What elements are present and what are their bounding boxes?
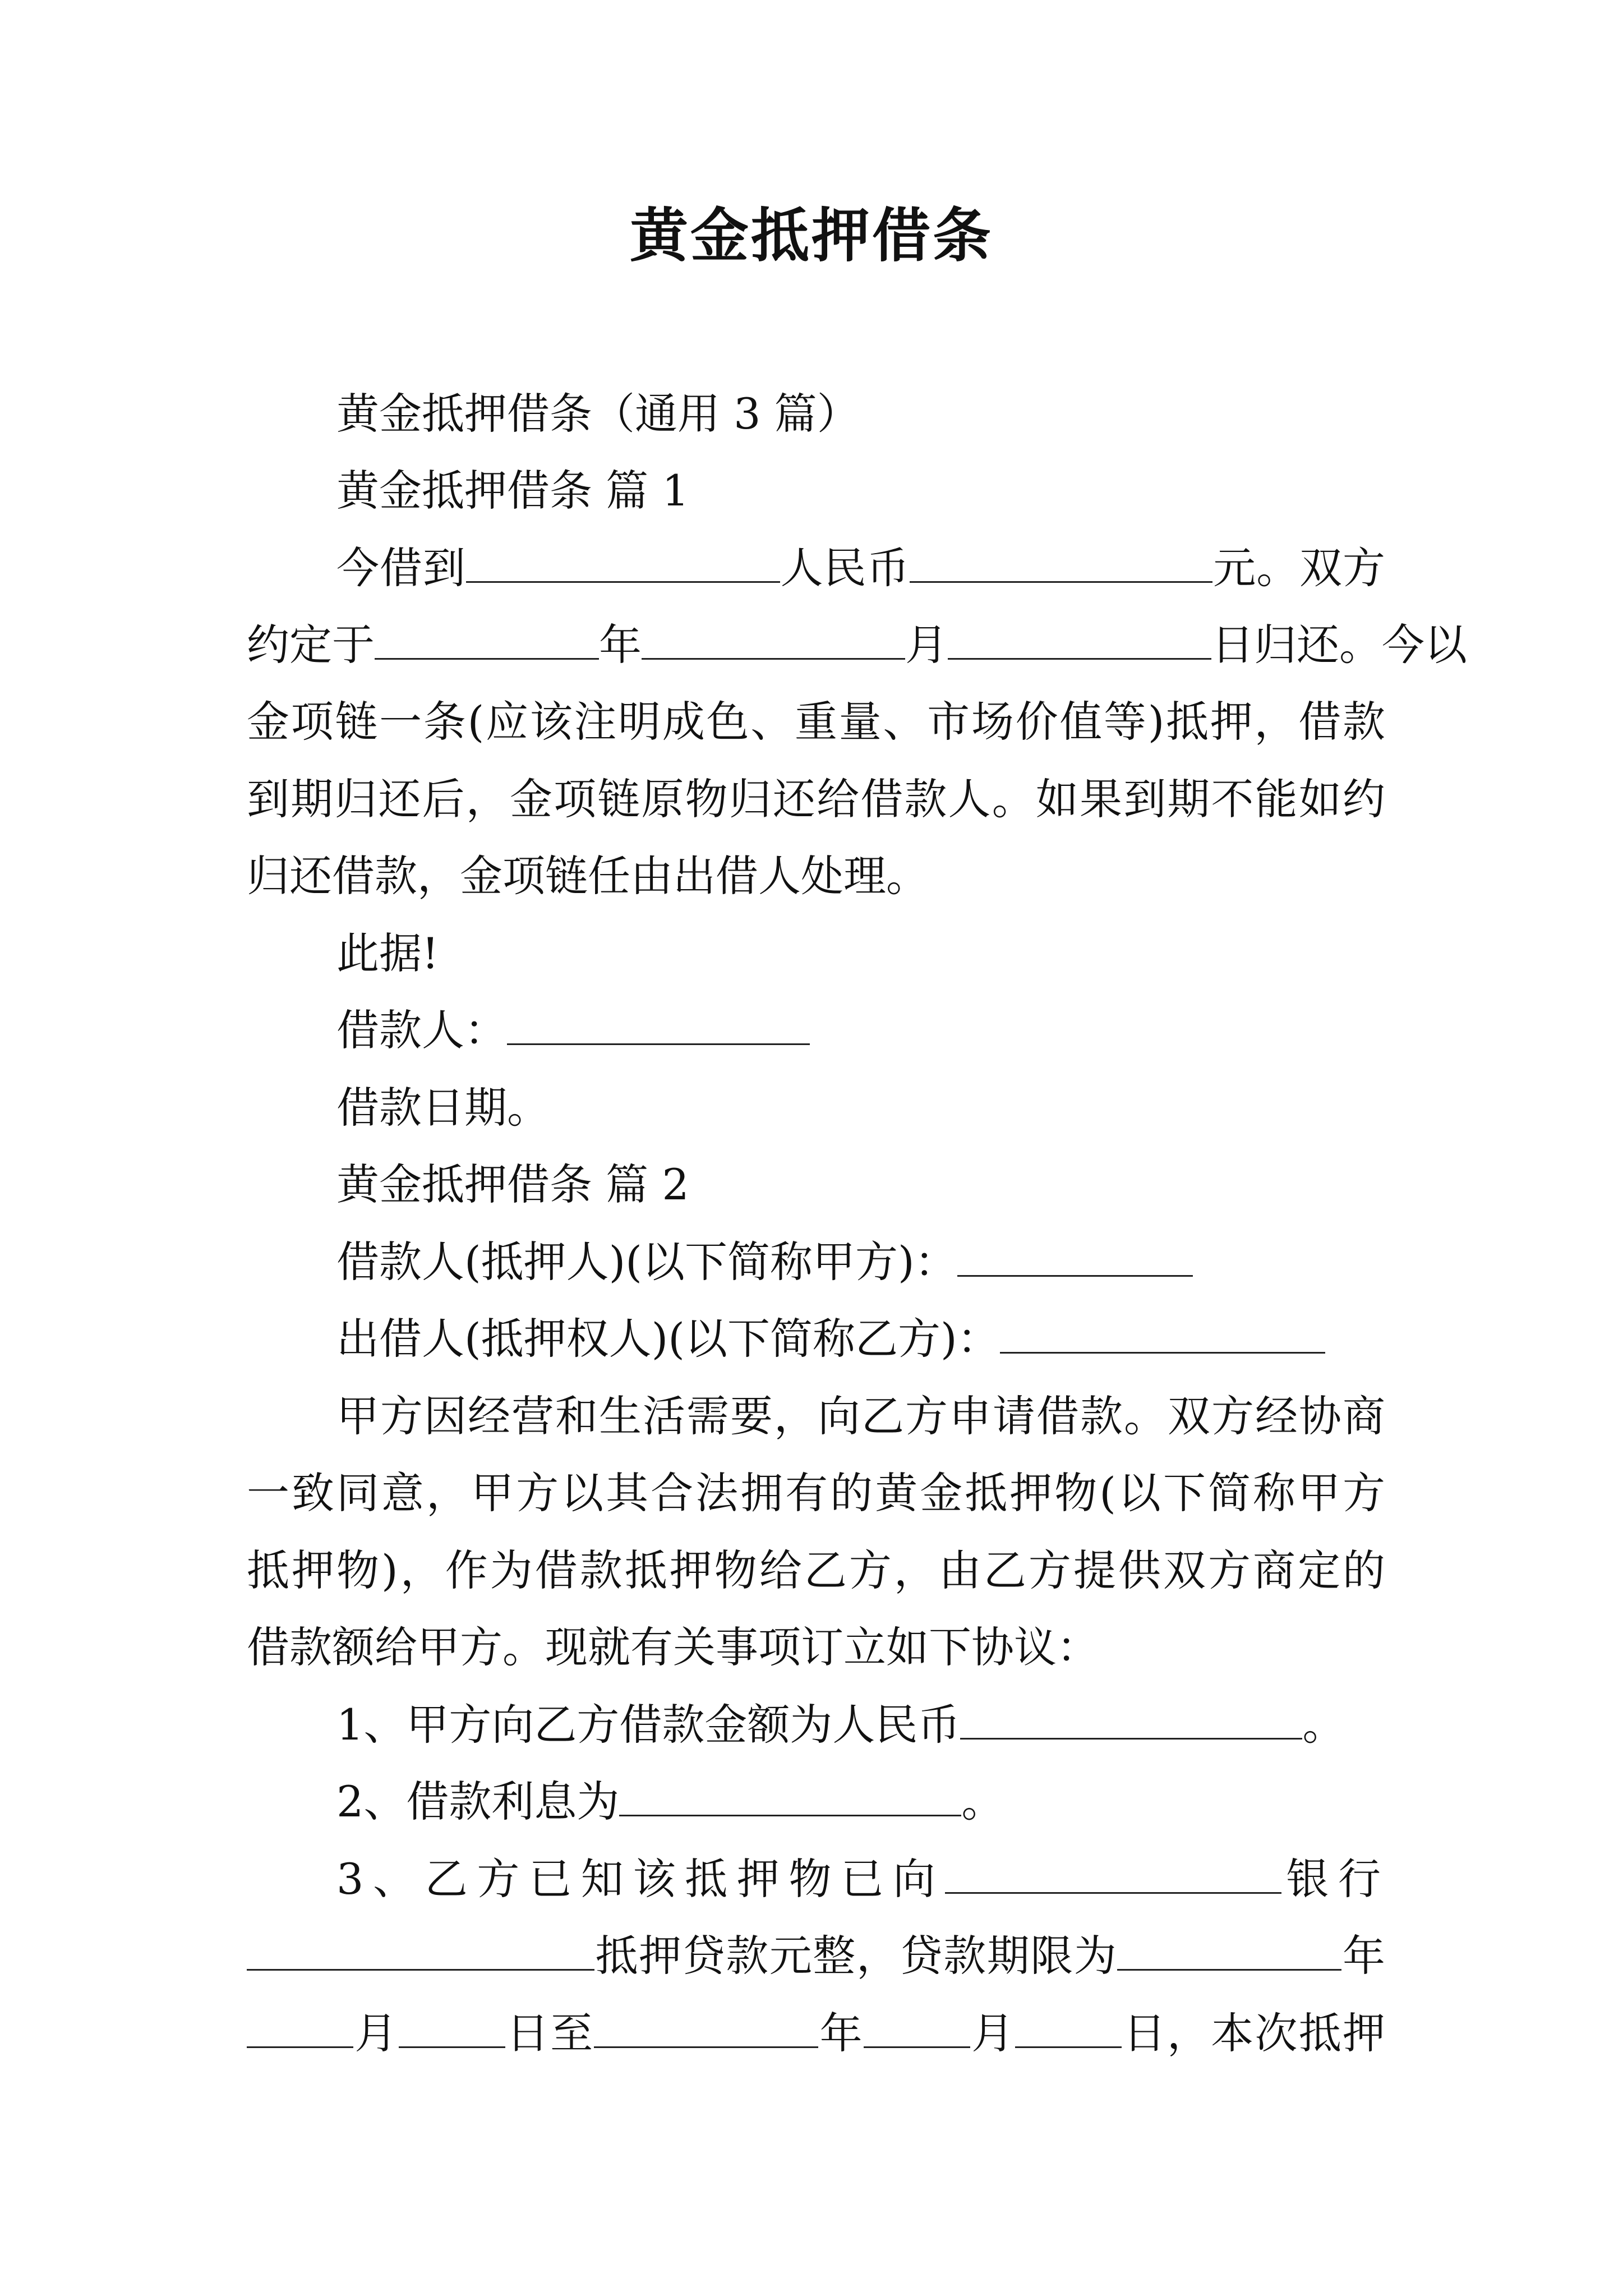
text-segment: 到期归还后，金项链原物归还给借款人。如果到期不能如约	[247, 774, 1385, 824]
text-segment: 此据!	[336, 928, 439, 978]
text-segment: 人民币	[780, 543, 910, 593]
fill-blank	[948, 619, 1211, 660]
borrower-line	[336, 1000, 1385, 1061]
party-b-line	[336, 1308, 1385, 1370]
fill-blank	[957, 1236, 1193, 1277]
clause-3	[336, 1848, 1385, 1910]
text-segment: 日至	[505, 2008, 594, 2058]
fill-blank	[619, 1775, 961, 1816]
clause-2	[336, 1771, 1385, 1833]
paragraph-line	[336, 537, 1385, 599]
text-segment: 抵押贷款元整，贷款期限为	[594, 1931, 1118, 1981]
subtitle-line	[336, 383, 1385, 445]
section-heading-text: 黄金抵押借条 篇 2	[336, 1159, 689, 1209]
section-heading-text: 黄金抵押借条 篇 1	[336, 466, 689, 516]
field-label: 借款人：	[336, 1005, 507, 1055]
paragraph-line	[247, 1462, 1385, 1524]
text-segment: 借款额给甲方。现就有关事项订立如下协议：	[247, 1622, 1099, 1672]
fill-blank	[594, 2007, 818, 2048]
text-segment: 月	[905, 620, 948, 670]
date-line	[336, 1077, 1385, 1139]
paragraph-line	[336, 1386, 1385, 1447]
field-label: 出借人(抵押权人)(以下简称乙方)：	[336, 1314, 1000, 1364]
text-segment: 约定于	[247, 620, 375, 670]
paragraph-line	[247, 769, 1385, 830]
clause-1	[336, 1694, 1385, 1756]
text-segment: 月	[970, 2008, 1016, 2058]
paragraph-line	[247, 1540, 1385, 1602]
subtitle-text: 黄金抵押借条（通用 3 篇）	[336, 389, 860, 439]
fill-blank	[466, 542, 780, 583]
paragraph-line	[247, 614, 1467, 676]
fill-blank	[1000, 1313, 1325, 1354]
fill-blank	[910, 542, 1212, 583]
fill-blank	[375, 619, 599, 660]
fill-blank	[399, 2007, 505, 2048]
text-segment: 金项链一条(应该注明成色、重量、市场价值等)抵押，借款	[247, 697, 1385, 747]
section-heading-2	[336, 1154, 1385, 1216]
section-heading-1	[336, 460, 1385, 522]
party-a-line	[336, 1231, 1385, 1293]
text-segment: 年	[818, 2008, 864, 2058]
paragraph-line	[247, 1617, 1385, 1678]
paragraph-line	[247, 691, 1385, 753]
text-segment: 日，本次抵押	[1122, 2008, 1386, 2058]
text-segment: 今借到	[336, 543, 466, 593]
field-label: 借款人(抵押人)(以下简称甲方)：	[336, 1237, 957, 1287]
fill-blank	[247, 2007, 353, 2048]
fill-blank	[507, 1004, 810, 1045]
paragraph-line	[336, 923, 1385, 984]
text-segment: 银行	[1281, 1854, 1386, 1904]
text-segment: 年	[599, 620, 642, 670]
text-segment: 归还借款，金项链任由出借人处理。	[247, 851, 929, 901]
text-segment: 2、借款利息为	[336, 1777, 620, 1826]
text-segment: 月	[353, 2008, 399, 2058]
paragraph-line	[247, 2003, 1385, 2064]
fill-blank	[247, 1930, 594, 1971]
fill-blank	[1015, 2007, 1122, 2048]
paragraph-line	[247, 1925, 1385, 1987]
text-segment: 甲方因经营和生活需要，向乙方申请借款。双方经协商	[336, 1391, 1385, 1441]
text-segment: 。	[961, 1777, 1004, 1826]
text-segment: 一致同意，甲方以其合法拥有的黄金抵押物(以下简称甲方	[247, 1468, 1385, 1518]
fill-blank	[864, 2007, 970, 2048]
document-title: 黄金抵押借条	[629, 201, 993, 270]
fill-blank	[960, 1699, 1302, 1740]
text-segment: 。	[1302, 1700, 1345, 1750]
fill-blank	[945, 1853, 1281, 1894]
text-segment: 年	[1341, 1931, 1386, 1981]
text-segment: 1、甲方向乙方借款金额为人民币	[336, 1700, 961, 1750]
fill-blank	[642, 619, 905, 660]
text-segment: 日归还。今以	[1211, 620, 1467, 670]
field-label: 借款日期。	[336, 1083, 550, 1133]
text-segment: 3、乙方已知该抵押物已向	[336, 1854, 945, 1904]
text-segment: 元。双方	[1212, 543, 1386, 593]
text-segment: 抵押物)，作为借款抵押物给乙方，由乙方提供双方商定的	[247, 1545, 1385, 1595]
fill-blank	[1117, 1930, 1341, 1971]
paragraph-line	[247, 845, 1385, 907]
